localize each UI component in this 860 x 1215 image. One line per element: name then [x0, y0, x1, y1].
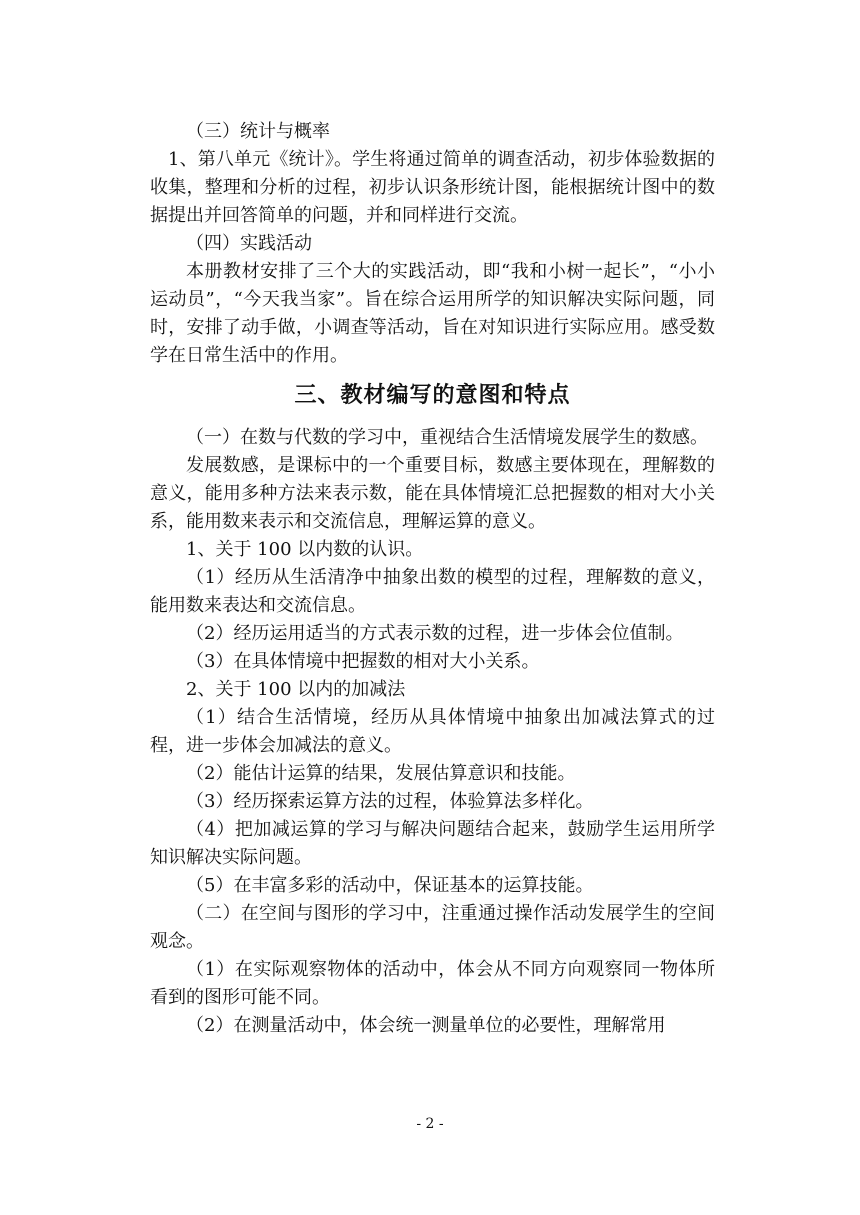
page-number: - 2 - — [416, 1116, 444, 1132]
section-heading: 三、教材编写的意图和特点 — [294, 383, 571, 408]
list-item-2-2: （2）能估计运算的结果，发展估算意识和技能。 — [186, 763, 576, 784]
list-item-space-2: （2）在测量活动中，体会统一测量单位的必要性，理解常用 — [186, 1015, 666, 1036]
paragraph-space-geometry: （二）在空间与图形的学习中，注重通过操作活动发展学生的空间观念。 — [150, 903, 715, 952]
section-title-statistics: （三）统计与概率 — [186, 121, 330, 142]
paragraph-number-algebra: （一）在数与代数的学习中，重视结合生活情境发展学生的数感。 — [186, 427, 708, 448]
list-item-space-1: （1）在实际观察物体的活动中，体会从不同方向观察同一物体所看到的图形可能不同。 — [150, 959, 715, 1008]
paragraph-number-sense: 发展数感，是课标中的一个重要目标，数感主要体现在，理解数的意义，能用多种方法来表示数，能在具体情境汇总把握数的相对大小关系，能用数来表示和交流信息，理解运算的意义。 — [150, 455, 715, 532]
list-item-1-1: （1）经历从生活清净中抽象出数的模型的过程，理解数的意义，能用数来表达和交流信息。 — [150, 567, 715, 616]
section-title-practice: （四）实践活动 — [186, 233, 312, 254]
page-content — [150, 118, 715, 1040]
list-item-2-4: （4）把加减运算的学习与解决问题结合起来，鼓励学生运用所学知识解决实际问题。 — [150, 819, 715, 868]
list-item-2-3: （3）经历探索运算方法的过程，体验算法多样化。 — [186, 791, 594, 812]
list-item-1-2: （2）经历运用适当的方式表示数的过程，进一步体会位值制。 — [186, 623, 684, 644]
subheading-numbers-within-100: 1、关于 100 以内数的认识。 — [186, 539, 424, 560]
paragraph-practice-activities: 本册教材安排了三个大的实践活动，即“我和小树一起长”，“小小运动员”，“今天我当家”。旨在综合运用所学的知识解决实际问题，同时，安排了动手做，小调查等活动，旨在对知识进行实际应用。感受数学在日常生活中的作用。 — [150, 261, 715, 366]
list-item-2-5: （5）在丰富多彩的活动中，保证基本的运算技能。 — [186, 875, 594, 896]
paragraph-statistics-unit: 1、第八单元《统计》。学生将通过简单的调查活动，初步体验数据的收集，整理和分析的过程，初步认识条形统计图，能根据统计图中的数据提出并回答简单的问题，并和同样进行交流。 — [150, 149, 715, 226]
subheading-addition-subtraction: 2、关于 100 以内的加减法 — [186, 679, 406, 700]
list-item-2-1: （1）结合生活情境，经历从具体情境中抽象出加减法算式的过程，进一步体会加减法的意义。 — [150, 707, 715, 756]
list-item-1-3: （3）在具体情境中把握数的相对大小关系。 — [186, 651, 540, 672]
